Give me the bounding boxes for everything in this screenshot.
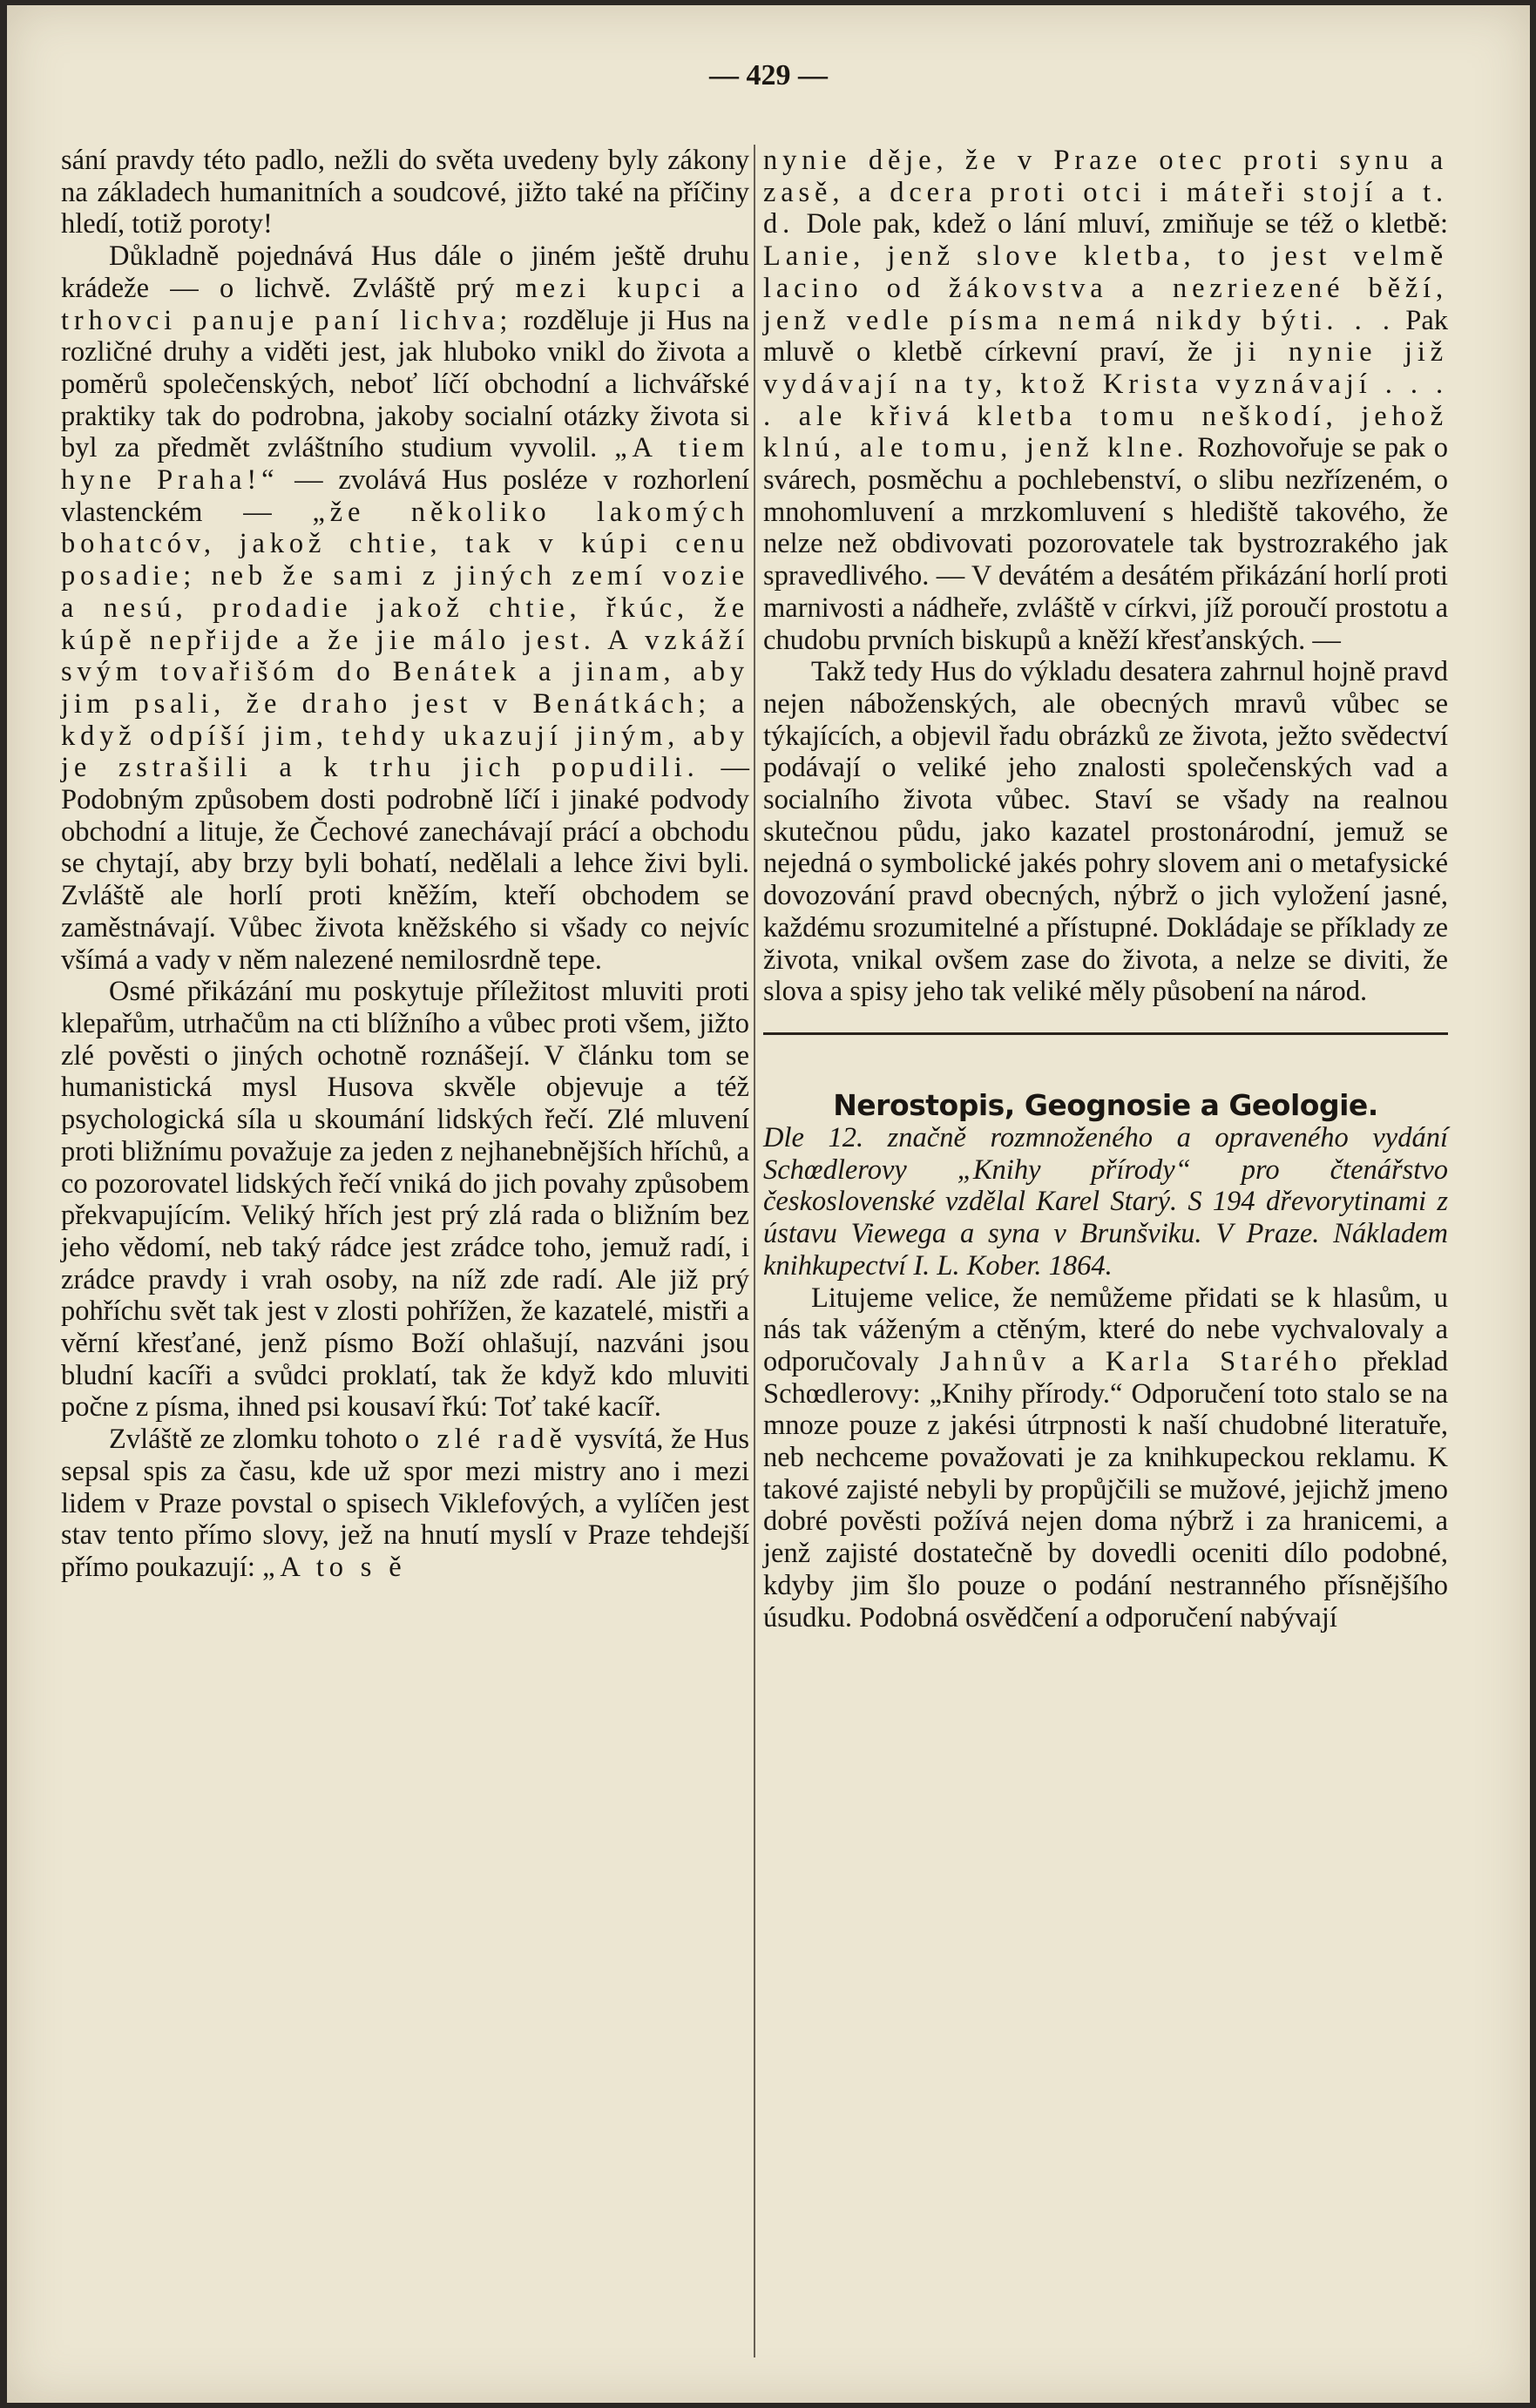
paragraph [61,240,749,976]
paragraph [61,145,749,240]
spaced-quote: „že několiko lakomých bohatcóv, jakož chtie, tak v kúpi cenu posadie; neb že sami z jiných zemí vozie a nesú, prodadie jakož chtie, řkúc, že kúpě nepřijde a že jie málo jest. A vzkáží svým tovařišóm do Benátek a jinam, aby jim psali, že draho jest v Benátkách; a když odpíší jim, tehdy ukazují jiným, aby je zstrašili a k trhu jich popudili. [61,496,749,784]
text-run: — Podobným způsobem dosti podrobně líčí i jinaké podvody obchodní a lituje, že Čechové zanechávají prácí a obchodu se chytají, aby brzy byli bohatí, nedělali a lehce živi byli. Zvláště ale horlí proti kněžím, kteří obchodem se zaměstnávají. Vůbec života kněžského si všady co nejvíc všímá a vady v něm nalezené nemilosrdně tepe. [61,752,749,976]
page-number: — 429 — [709,59,828,91]
text-run: rozděluje ji Hus na rozličné druhy a viděti jest, jak hluboko vnikl do života a poměrů společenských, neboť líčí obchodní a lichvářské praktiky tak do podrobna, jakoby socialní otázky života si byl za předmět zvláštního studium vyvolil. [61,304,749,464]
spaced-quote: nynie děje, že v Praze otec proti synu a zasě, a dcera proti otci i máteři stojí a t. d. [763,145,1448,240]
text-run: sání pravdy této padlo, nežli do světa uvedeny byly zákony na základech humanitních a soudcové, jižto také na příčiny hledí, totiž poroty! [61,145,749,240]
paragraph [61,1424,749,1584]
text-run: Osmé přikázání mu poskytuje příležitost mluviti proti klepařům, utrhačům na cti blížního a vůbec proti všem, jižto zlé pověsti o jiných ochotně roznášejí. V článku tom se humanistická mysl Husova skvěle objevuje a též psychologická síla u skoumání lidských řečí. Zlé mluvení proti bližnímu považuje za jeden z nejhanebnějších hříchů, a co pozorovatel lidských řečí vniká do jich povahy způsobem překvapujícím. Veliký hřích jest prý zlá rada o bližním bez jeho vědomí, neb taký rádce jest zrádce toho, jemuž radí, i zrádce pravdy i vrah osoby, na níž zde radí. Ale již prý pohříchu svět tak jest v zlosti pohřížen, že kazatelé, mistři a věrní křesťané, jenž písmo Boží ohlašují, nazváni jsou bludní kacíři a svůdci proklatí, tak že když kdo mluviti počne z písma, ihned psi kousaví řkú: Toť také kacíř. [61,976,749,1424]
spaced-quote: ji nynie již vydávají na ty, ktož Krista vyznávají . . . . ale křivá kletba tomu neškodí, jehož klnú, ale tomu, jenž klne. [763,336,1448,464]
text-run: Dole pak, kdež o lání mluví, zmiňuje se též o kletbě: [795,208,1448,240]
spaced-quote: Lanie, jenž slove kletba, to jest velmě lacino od žákovstva a nezriezené běží, jenž vedle písma nemá nikdy býti. . . [763,240,1448,336]
text-run: Důkladně pojednává Hus dále o jiném ještě druhu krádeže — o lichvě. Zvláště prý [61,240,749,304]
text-run: — zvolává Hus posléze v rozhorlení vlastenckém — [61,464,750,528]
left-column [61,145,749,1584]
spaced-name: Jahnův [939,1345,1052,1377]
paragraph [763,145,1448,656]
spaced-quote: „A tiem hyne Praha!“ [61,432,749,497]
text-run: vysvítá, že Hus sepsal spis za času, kde už spor mezi mistry ano i mezi lidem v Praze povstal o spisech Viklefových, a vylíčen jest stav tento přímo slovy, jež na hnutí myslí v Praze tehdejší přímo poukazují: [61,1424,749,1583]
section-divider [763,1032,1448,1035]
text-run: překlad Schœdlerovy: „Knihy přírody.“ Odporučení toto stalo se na mnoze pouze z jakési útrpnosti k naší chudobné literatuře, neb nechceme považovati je za knihkupeckou reklamu. K takové zajisté nebyli by propůjčili se mužové, jejichž jmeno dobré pověsti požívá nejen doma nýbrž i za hranicemi, a jenž zajisté dostatečně by dovedli oceniti dílo podobné, kdyby jim šlo pouze o podání nestranného přísnějšího úsudku. Podobná osvědčení a odporučení nabývají [763,1345,1448,1634]
text-run: Litujeme velice, že nemůžeme přidati se k hlasům, u nás tak váženým a ctěným, které do nebe vychvalovaly a odporučovaly [763,1282,1448,1377]
book-page [7,5,1530,2403]
text-run: a [1051,1345,1106,1377]
review-paragraph [763,1282,1448,1634]
spaced-name: Karla Starého [1105,1345,1343,1377]
paragraph [61,976,749,1424]
spaced-quote: mezi kupci a trhovci panuje paní lichva; [61,272,749,336]
text-run: Pak mluvě o kletbě církevní praví, že [763,304,1449,369]
column-divider [754,145,755,2357]
spaced-quote: „A to s ě [262,1551,407,1583]
paragraph [763,656,1448,1008]
right-column [763,145,1448,1634]
text-run: Takž tedy Hus do výkladu desatera zahrnul hojně pravd nejen náboženských, ale obecných mravů vůbec se týkajících, a objevil řadu obrázků ze života, ježto svědectví podávají o veliké jeho znalosti společenských vad a socialního života vůbec. Staví se všady na realnou skutečnou půdu, jako kazatel prostonárodní, jemuž se nejedná o symbolické jakés pohry slovem ani o metafysické dovozování pravd obecných, nýbrž o jich vyložení jasné, každému srozumitelné a přístupné. Dokládaje se příklady ze života, vnikal ovšem zase do života, a nelze se diviti, že slova a spisy jeho tak veliké měly působení na národ. [763,656,1448,1008]
review-title: Nerostopis, Geognosie a Geologie. [833,1087,1378,1122]
text-run: Rozhovořuje se pak o svárech, posměchu a pochlebenství, o slibu nezřízeném, o mnohomluvení a mrzkomluvení s hlediště takového, že nelze než obdivovati pozorovatele tak bystrozrakého jak spravedlivého. — V devátém a desátém přikázání horlí proti marnivosti a nádheře, zvláště v církvi, jíž poroučí prostotu a chudobu prvních biskupů a kněží křesťanských. — [763,432,1448,656]
text-run: Zvláště ze zlomku tohoto [109,1424,405,1456]
review-bibliography: Dle 12. značně rozmnoženého a opraveného vydání Schœdlerovy „Knihy přírody“ pro čtenářstvo československé vzdělal Karel Starý. S 194 dřevorytinami z ústavu Viewega a syna v Brunšviku. V Praze. Nákladem knihkupectví I. L. Kober. 1864. [763,1121,1448,1282]
spaced-quote: o zlé radě [404,1424,567,1456]
